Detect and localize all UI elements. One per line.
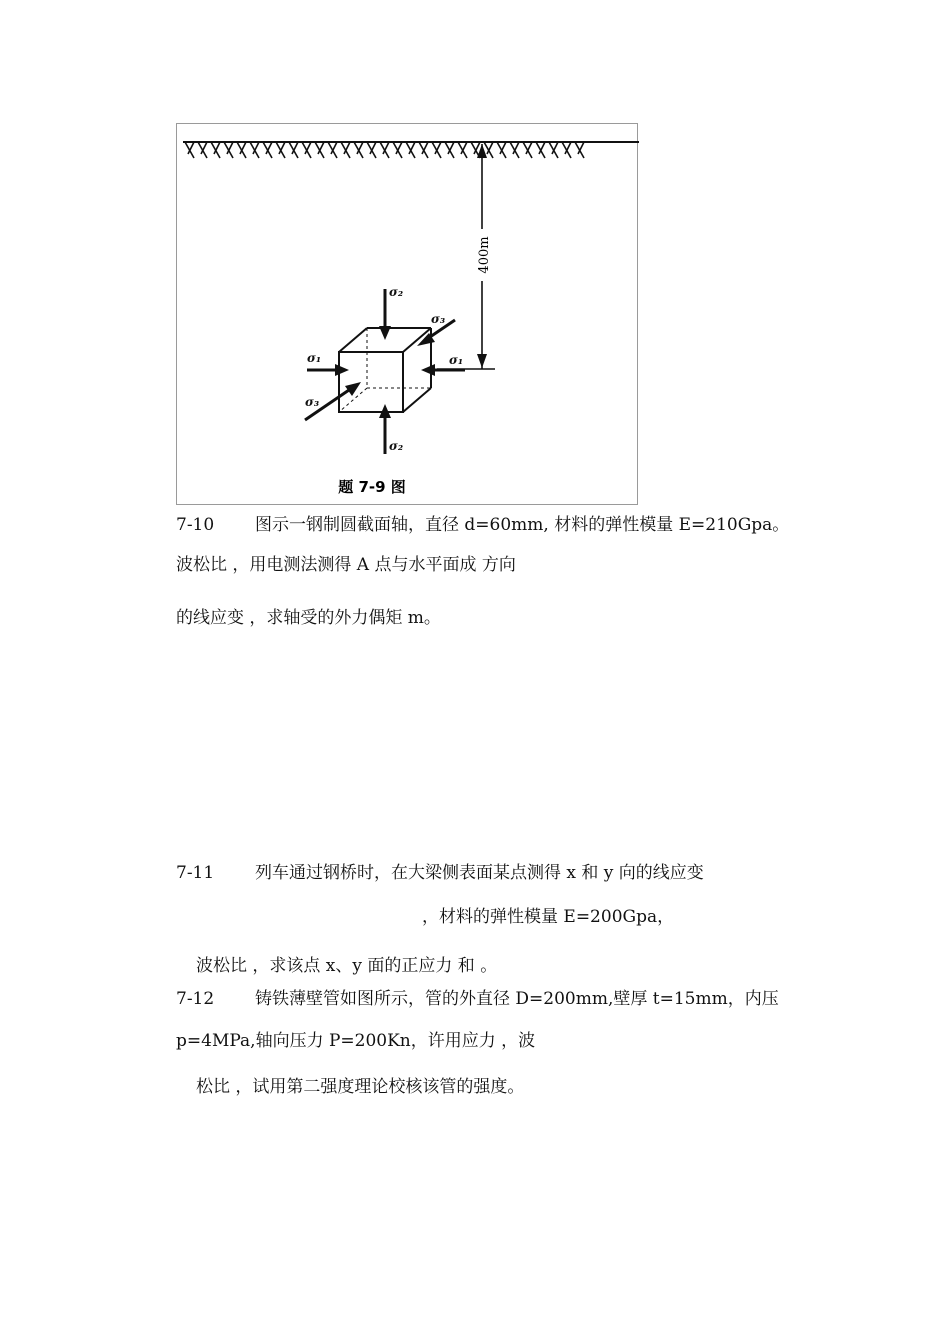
arrowhead-top	[379, 326, 391, 340]
problem-7-12-line-3: 松比 ，试用第二强度理论校核该管的强度。	[196, 1077, 525, 1097]
arrowhead-front	[345, 382, 361, 396]
stress-cube	[339, 328, 431, 412]
sigma-label-left: σ₁	[307, 351, 322, 365]
depth-arrow-bottom	[477, 354, 487, 368]
arrowhead-right	[421, 364, 435, 376]
problem-7-11-line-2: ，材料的弹性模量 E=200Gpa，	[422, 907, 675, 927]
sigma-label-front: σ₃	[305, 395, 320, 409]
problem-7-11-line-1: 列车通过钢桥时，在大梁侧表面某点测得 x 和 y 向的线应变	[255, 863, 704, 883]
ground-hatching	[185, 142, 584, 158]
arrowhead-left	[335, 364, 349, 376]
sigma-label-top: σ₂	[389, 285, 404, 299]
problem-7-10-number: 7-10	[176, 515, 215, 535]
sigma-label-bottom: σ₂	[389, 439, 404, 453]
problem-7-12-line-1: 铸铁薄壁管如图所示，管的外直径 D=200mm,壁厚 t=15mm，内压	[255, 989, 779, 1009]
problem-7-10-line-2: 波松比 ，用电测法测得 A 点与水平面成 方向	[176, 555, 516, 575]
figure-caption: 题 7-9 图	[338, 478, 406, 496]
problem-7-10-line-1: 图示一钢制圆截面轴，直径 d=60mm, 材料的弹性模量 E=210Gpa。	[255, 515, 790, 535]
stress-element-diagram	[177, 124, 639, 506]
problem-7-12-number: 7-12	[176, 989, 215, 1009]
figure-7-9	[176, 123, 638, 505]
problem-7-10-line-3: 的线应变 ，求轴受的外力偶矩 m。	[176, 608, 441, 628]
problem-7-11-line-3: 波松比 ，求该点 x、y 面的正应力 和 。	[196, 956, 498, 976]
sigma-label-right: σ₁	[449, 353, 464, 367]
depth-label: 400m	[477, 236, 492, 274]
problem-7-11-number: 7-11	[176, 863, 215, 883]
problem-7-12-line-2: p=4MPa,轴向压力 P=200Kn，许用应力 ，波	[176, 1031, 536, 1051]
sigma-label-back: σ₃	[431, 312, 446, 326]
